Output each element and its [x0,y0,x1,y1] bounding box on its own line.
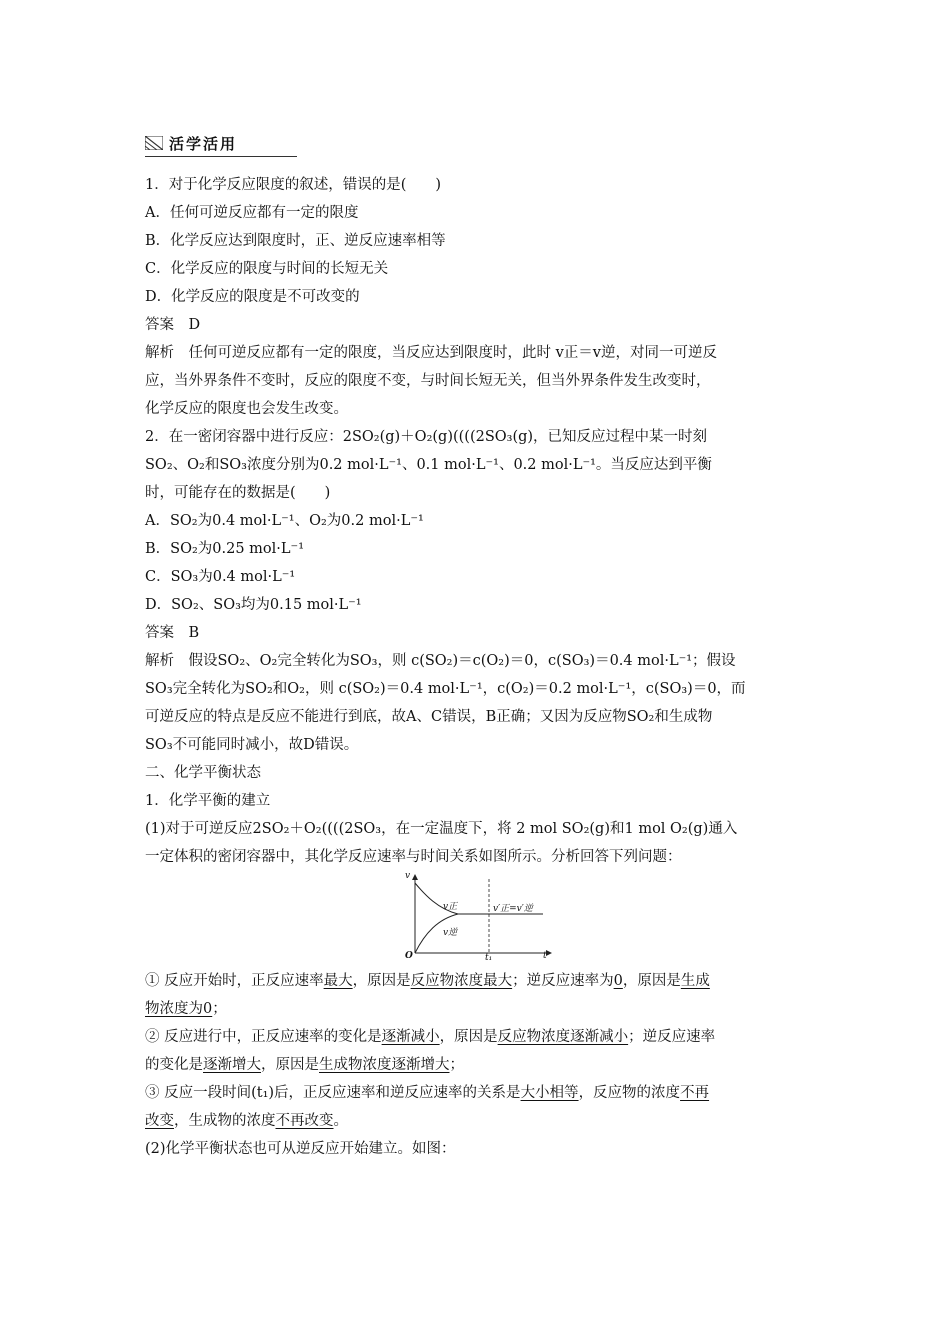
blank-answer: 生成物浓度逐渐增大 [319,1057,450,1073]
blank-answer: 物浓度为0 [145,1001,213,1017]
q2-stem-line: SO₂、O₂和SO₃浓度分别为0.2 mol·L⁻¹、0.1 mol·L⁻¹、0.2 mol·L⁻¹。当反应达到平衡 [145,457,712,473]
q2-option-b: B．SO₂为0.25 mol·L⁻¹ [145,541,305,557]
blank-answer: 反应物浓度最大 [410,973,513,989]
section-header [145,130,297,157]
blank-answer: 改变 [145,1113,174,1129]
q2-option-a: A．SO₂为0.4 mol·L⁻¹、O₂为0.2 mol·L⁻¹ [145,513,424,529]
q1-stem: 1．对于化学反应限度的叙述，错误的是( ) [145,177,442,193]
q2-option-d: D．SO₂、SO₃均为0.15 mol·L⁻¹ [145,597,362,613]
q2-option-c: C．SO₃为0.4 mol·L⁻¹ [145,569,296,585]
item1-line2: 物浓度为0； [145,1001,227,1017]
q1-option-b: B．化学反应达到限度时，正、逆反应速率相等 [145,233,446,249]
q2-analysis-line: 可逆反应的特点是反应不能进行到底，故A、C错误，B正确；又因为反应物SO₂和生成物 [145,709,713,725]
blank-answer: 逐渐减小 [381,1029,440,1045]
t1-label: t₁ [485,953,493,963]
part2-paragraph-line: 一定体积的密闭容器中，其化学反应速率与时间关系如图所示。分析回答下列问题： [145,849,682,865]
blank-answer: 逐渐增大 [203,1057,261,1073]
forward-rate-label: v正 [443,902,458,912]
origin-label: O [405,951,413,961]
q1-option-c: C．化学反应的限度与时间的长短无关 [145,261,389,277]
part2-heading: 二、化学平衡状态 [145,765,261,781]
item3-line1: ③ 反应一段时间(t₁)后，正反应速率和逆反应速率的关系是大小相等，反应物的浓度不再 [145,1085,710,1101]
rate-time-figure [403,873,553,963]
section-title: 活学活用 [169,134,238,153]
q2-analysis-line: SO₃完全转化为SO₂和O₂，则 c(SO₂)＝0.4 mol·L⁻¹，c(O₂)＝0.2 mol·L⁻¹，c(SO₃)＝0，而 [145,681,746,697]
q2-answer: 答案 B [145,625,200,641]
y-axis-label: v [405,871,411,881]
q1-analysis-line: 应，当外界条件不变时，反应的限度不变，与时间长短无关，但当外界条件发生改变时， [145,373,711,389]
q1-analysis-line: 化学反应的限度也会发生改变。 [145,401,348,417]
item1-line1: ① 反应开始时，正反应速率最大，原因是反应物浓度最大；逆反应速率为0，原因是生成 [145,973,710,989]
item2-line1: ② 反应进行中，正反应速率的变化是逐渐减小，原因是反应物浓度逐渐减小；逆反应速率 [145,1029,716,1045]
q2-analysis-line: SO₃不可能同时减小，故D错误。 [145,737,359,753]
blank-answer: 大小相等 [520,1085,579,1101]
blank-answer: 不再改变 [275,1113,334,1129]
part2-subheading: 1．化学平衡的建立 [145,793,271,809]
q2-analysis-line: 解析 假设SO₂、O₂完全转化为SO₃，则 c(SO₂)＝c(O₂)＝0，c(SO₃)＝0.4 mol·L⁻¹；假设 [145,653,736,669]
reverse-rate-label: v逆 [443,928,458,938]
part2-paragraph-line: (1)对于可逆反应2SO₂＋O₂((((2SO₃，在一定温度下，将 2 mol SO₂(g)和1 mol O₂(g)通入 [145,821,738,837]
blank-answer: 最大 [323,973,353,989]
diagonal-stripe-icon [145,136,163,150]
q2-stem-line: 2．在一密闭容器中进行反应：2SO₂(g)＋O₂(g)((((2SO₃(g)，已知反应过程中某一时刻 [145,429,708,445]
equal-rate-label: v′正=v′逆 [493,904,533,914]
part2-paragraph2: (2)化学平衡状态也可从逆反应开始建立。如图： [145,1141,456,1157]
item3-line2: 改变，生成物的浓度不再改变。 [145,1113,348,1129]
q1-analysis-line: 解析 任何可逆反应都有一定的限度，当反应达到限度时，此时 v正＝v逆，对同一可逆反 [145,345,717,361]
q1-answer: 答案 D [145,317,201,333]
document-page [145,130,810,1163]
x-axis-label: t [543,951,547,961]
blank-answer: 0 [613,973,623,989]
rate-time-graph [403,873,553,963]
item2-line2: 的变化是逐渐增大，原因是生成物浓度逐渐增大； [145,1057,464,1073]
blank-answer: 生成 [680,973,710,989]
blank-answer: 反应物浓度逐渐减小 [497,1029,629,1045]
q2-stem-line: 时，可能存在的数据是( ) [145,485,331,501]
blank-answer: 不再 [680,1085,710,1101]
q1-option-a: A．任何可逆反应都有一定的限度 [145,205,359,221]
q1-option-d: D．化学反应的限度是不可改变的 [145,289,360,305]
